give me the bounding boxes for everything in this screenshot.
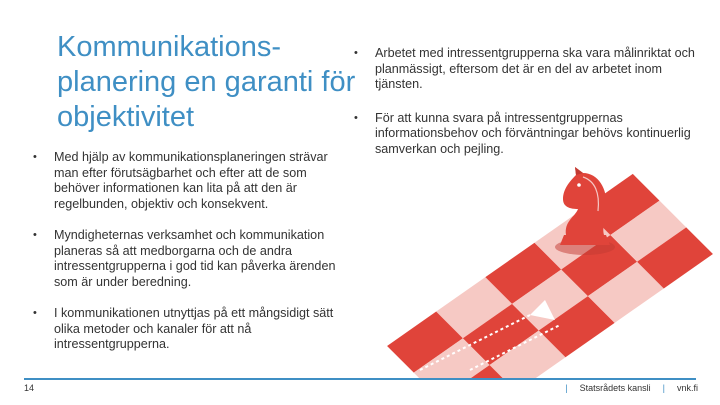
organization-name: Statsrådets kansli bbox=[579, 383, 651, 393]
left-bullet-list bbox=[33, 150, 353, 369]
bullet-item: • I kommunikationen utnyttjas på ett mångsidigt sätt olika metoder och kanaler för att nå intressentgrupperna. bbox=[33, 306, 353, 353]
right-bullet-list bbox=[354, 46, 699, 175]
slide-title bbox=[57, 30, 357, 135]
bullet-item: • För att kunna svara på intressentgruppernas informationsbehov och förväntningar behövs kontinuerlig samverkan och pejling. bbox=[354, 111, 699, 158]
bullet-item: • Med hjälp av kommunikationsplaneringen strävar man efter förutsägbarhet och efter att de som behöver informationen kan lita på att den är regelbunden, objektiv och konsekvent. bbox=[33, 150, 353, 212]
chessboard-graphic bbox=[387, 174, 713, 380]
chess-illustration bbox=[380, 165, 720, 380]
footer-separator: | bbox=[662, 383, 665, 393]
footer-separator: | bbox=[565, 383, 568, 393]
bullet-item: • Myndigheternas verksamhet och kommunikation planeras så att medborgarna och de andra intressentgrupperna i god tid kan påverka ärenden som är under beredning. bbox=[33, 228, 353, 290]
bullet-item: • Arbetet med intressentgrupperna ska vara målinriktat och planmässigt, eftersom det är en del av arbetet inom tjänsten. bbox=[354, 46, 699, 93]
page-number: 14 bbox=[24, 383, 35, 393]
title-line: Kommunikations- bbox=[57, 31, 282, 63]
footer-info bbox=[565, 383, 698, 393]
footer-divider bbox=[24, 378, 696, 380]
website-link[interactable]: vnk.fi bbox=[676, 383, 698, 393]
title-line: planering en garanti för bbox=[57, 66, 356, 98]
title-line: objektivitet bbox=[57, 101, 195, 133]
